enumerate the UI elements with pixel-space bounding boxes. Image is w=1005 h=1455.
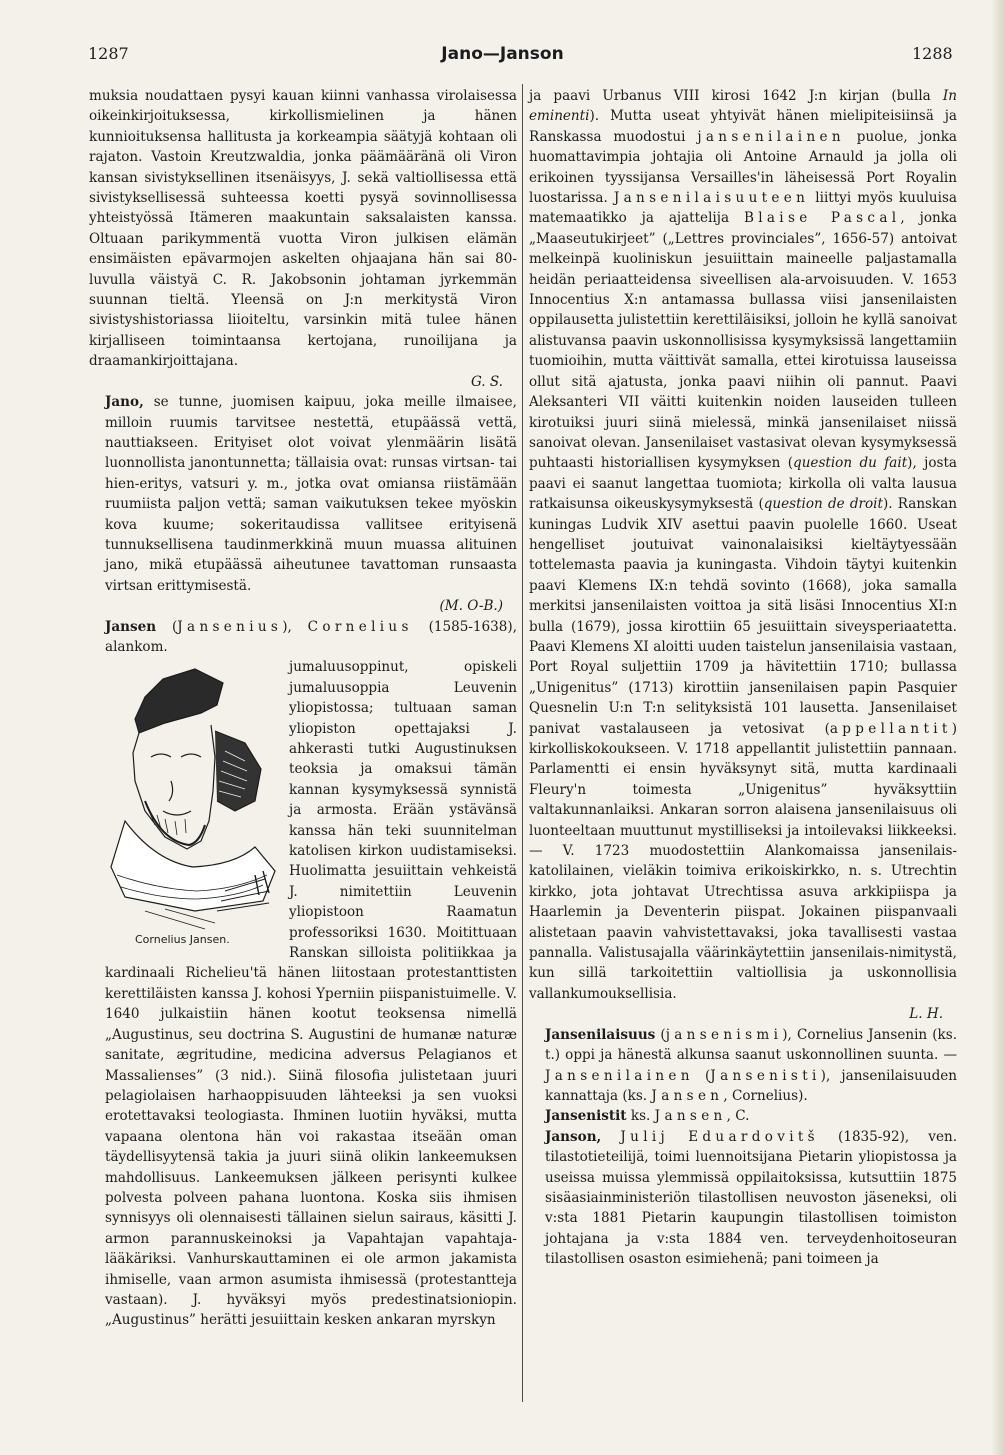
portrait-caption: Cornelius Jansen. bbox=[135, 933, 230, 947]
jano-headword: Jano, bbox=[105, 394, 144, 411]
jansenistit-headword: Jansenistit bbox=[545, 1108, 627, 1125]
janson-entry-continuation: muksia noudattaen pysyi kauan kiinni vanhassa virolaisessa oikeinkirjoituksessa, kirkollismielinen ja hänen kunnioituksensa hallitusta ja korkeampia säätyjä kohtaan oli rajaton. Vastoin Kreutzwaldia, jonka päämääränä oli Viron kansan sivistyksellinen itsenäisyys, J. sekä valtiollisessa että sivistyksellisessä suhteessa koetti pysyä sovinnollisessa yhteistyössä Itämeren maakuntain saksalaisten kanssa. Oltuaan parikymmentä vuotta Viron julkisen elämän ensimäisten epävarmojen askelten ohjaajana hän sai 80-luvulla väistyä C. R. Jakobsonin johtaman jyrkemmän suunnan tieltä. Yleensä on J:n merkitystä Viron sivistyshistoriassa liioiteltu, varsinkin mitä tulee hänen kirjalliseen toimintaansa kertojana, runoilijana ja draamankirjoittajana. bbox=[89, 88, 517, 370]
jano-entry bbox=[89, 392, 517, 596]
jansenistit-entry: Jansenistit ks. Jansen, C. bbox=[545, 1108, 750, 1125]
running-header bbox=[0, 44, 1005, 68]
jansen-portrait-figure bbox=[105, 661, 281, 951]
janson-entry: Janson, Julij Eduardovitš (1835-92), ven. tilastotieteilijä, toimi luennoitsijana Pietarin yliopistossa ja useissa muissa ylemmissä oppilaitoksissa, kutsuttiin 1875 sisäasiainministeriön tilastollisen neuvoston jäseneksi, oli v:sta 1881 Pietarin kaupungin tilastollisen toimiston johtajana ja v:sta 1884 ven. terveydenhoitoseuran tilastollisen osaston esimiehenä; pani toimeen ja bbox=[545, 1128, 958, 1268]
jansen-headword: Jansen bbox=[105, 618, 157, 635]
signature-gs: G. S. bbox=[470, 373, 503, 390]
signature-lh: L. H. bbox=[909, 1006, 943, 1023]
jansenilaisuus-entry: Jansenilaisuus (jansenismi), Cornelius Jansenin (ks. t.) oppi ja hänestä alkunsa saanut uskonnollinen suunta. — Jansenilainen (Jansenisti), jansenilaisuuden kannattaja (ks. Jansen, Cornelius). bbox=[545, 1026, 958, 1104]
jansen-engraving bbox=[105, 661, 281, 933]
jansen-entry-continuation: ja paavi Urbanus VIII kirosi 1642 J:n kirjan (bulla In eminenti). Mutta useat yhtyivät hänen mielipiteisiinsä ja Ranskassa muodostui jansenilainen puolue, jonka huomattavimpia johtajia oli Antoine Arnauld ja jolla oli erikoinen tyyssijansa Versailles'in läheisessä Port Royalin luostarissa. Jansenilaisuuteen liittyi myös kuuluisa matemaatikko ja ajattelija Blaise Pascal, jonka „Maaseutukirjeet” („Lettres provinciales”, 1656-57) antoivat melkeinpä kuoliniskun jesuiittain maineelle paljastamalla heidän periaatteidensa siveellisen ala-arvoisuuden. V. 1653 Innocentius X:n antamassa bullassa viisi jansenilaisten oppilausetta julistettiin kerettiläisiksi, jolloin he kyllä sanoivat alistuvansa paavin uskonnollisissa kysymyksissä langettamiin tuomioihin, mutta väittivät samalla, ettei kirotuissa lauseissa ollut sitä ajatusta, jonka paavi niihin oli pannut. Paavi Aleksanteri VII väitti kuitenkin noiden lauseiden tulleen kirotuiksi juuri siinä mielessä, minkä jansenilaiset niissä sanoivat olevan. Jansenilaiset vastasivat olevan kysymyksessä puhtaasti historiallisen kysymyksen (question du fait), josta paavi ei saanut langettaa tuomiota; kirkolla oli valta lausua ratkaisunsa oikeuskysymyksestä (question de droit). Ranskan kuningas Ludvik XIV asettui paavin puolelle 1660. Useat hengelliset joutuivat vainonalaisiksi kieltäytyessään tottelemasta paavia ja kuningasta. Vihdoin täytyi kuitenkin paavi Klemens IX:n tehdä sovinto (1668), joka samalla merkitsi jansenilaisten voittoa ja sitä lisäsi Innocentius XI:n bulla (1679), jossa kirottiin 65 jesuiittain siveysperiaatetta. Paavi Klemens XI aloitti uuden taistelun jansenilaisia vastaan, Port Royal suljettiin 1709 ja hävitettiin 1710; bullassa „Unigenitus” (1713) kirottiin jansenilaisen papin Pasquier Quesnelin U:n T:n selityksistä 101 lausetta. Jansenilaiset panivat vastalauseen ja vetosivat (appellantit) kirkolliskokoukseen. V. 1718 appellantit julistettiin pannaan. Parlamentti ei ensin hyväksynyt sitä, mutta kardinaali Fleury'n toimesta „Unigenitus” hyväksyttiin valtakunnanlaiksi. Ankaran sorron alaisena jansenilaisuus oli luonteeltaan muuttunut mystilliseksi ja intoilevaksi liikkeeksi. — V. 1723 muodostettiin Alankomaissa jansenilais-katolilainen, vieläkin toimiva erikoiskirkko, n. s. Utrechtin kirkko, jota johtavat Utrechtissa asuva arkkipiispa ja Haarlemin ja Deventerin piispat. Jokainen piispanvaali alistetaan paavin vahvistettavaksi, joka tavallisesti vastaa pannalla. Valistusajalla väärinkäytettiin jansenilais-nimitystä, kun sillä tarkoitettiin valtiollisia ja uskonnollisia vallankumouksellisia. bbox=[529, 88, 958, 1002]
running-title: Jano—Janson bbox=[441, 44, 564, 64]
jansen-text: (1585-1638), alankom. jumaluusoppinut, opiskeli jumaluusoppia Leuvenin yliopistossa; tultuaan saman yliopiston opettajaksi J. ahkerasti tutki Augustinuksen teoksia ja omaksui tämän kannan kysymyksessä synnistä ja armosta. Erään ystävänsä kanssa hän teki suunnitelman katolisen kirkon uudistamiseksi. Huolimatta jesuiittain vehkeistä J. nimitettiin Leuvenin yliopistoon Raamatun professoriksi 1630. Moitittuaan Ranskan silloista politiikkaa ja kardinaali Richelieu'tä hänen liitostaan protestanttisten kerettiläisten kanssa J. kohosi Yperniin piispanistuimelle. V. 1640 julkaistiin hänen kootut teoksensa nimellä „Augustinus, seu doctrina S. Augustini de humanæ naturæ sanitate, ægritudine, medicina adversus Pelagianos et Massalienses” (3 nid.). Siinä filosofia julistetaan juuri pelagiolaisen harhaoppisuuden lähteeksi ja sen vuoksi erotettavaksi teologiasta. Ihminen luotiin hyväksi, mutta vapaana olentona hän voi rakastaa itseään oman täydellisyytensä takia ja juuri siinä olikin lankeemuksen mahdollisuus. Lankeemuksen jälkeen perisynti kulkee polvesta polveen pahana luontona. Koska siis ihmisen synnisyys oli olennaisesti tällainen sielun sairaus, käsitti J. armon parannuskeinoksi ja Vapahtajan vapahtaja-lääkäriksi. Vanhurskauttaminen ei ole armon jakamista ihmiselle, vaan armon asumista ihmisessä (protestantteja vastaan). J. hyväksyi myös predestinatsioniopin. „Augustinus” herätti jesuiittain kesken ankaran myrskyn bbox=[105, 618, 517, 1329]
jansen-entry: Jansen (Jansenius), Cornelius (1585-1638), alankom. jumaluusoppinut, opiskeli jumaluusoppia Leuvenin yliopistossa; tultuaan saman yliopiston opettajaksi J. ahkerasti tutki Augustinuksen teoksia ja omaksui tämän kannan kysymyksessä synnistä ja armosta. Erään ystävänsä kanssa hän teki suunnitelman katolisen kirkon uudistamiseksi. Huolimatta jesuiittain vehkeistä J. nimitettiin Leuvenin yliopistoon Raamatun professoriksi 1630. Moitittuaan Ranskan silloista politiikkaa ja kardinaali Richelieu'tä hänen liitostaan protestanttisten kerettiläisten kanssa J. kohosi Yperniin piispanistuimelle. V. 1640 julkaistiin hänen kootut teoksensa nimellä „Augustinus, seu doctrina S. Augustini de humanæ naturæ sanitate, ægritudine, medicina adversus Pelagianos et Massalienses” (3 nid.). Siinä filosofia julistetaan juuri pelagiolaisen harhaoppisuuden lähteeksi ja sen vuoksi erotettavaksi teologiasta. Ihminen luotiin hyväksi, mutta vapaana olentona hän voi rakastaa itseään oman täydellisyytensä takia ja juuri siinä olikin lankeemuksen mahdollisuus. Lankeemuksen jälkeen perisynti kulkee polvesta polveen pahana luontona. Koska siis ihmisen synnisyys oli olennaisesti tällainen sielun sairaus, käsitti J. armon parannuskeinoksi ja Vapahtajan vapahtaja-lääkäriksi. Vanhurskauttaminen ei ole armon jakamista ihmiselle, vaan armon asumista ihmisessä (protestantteja vastaan). J. hyväksyi myös predestinatsioniopin. „Augustinus” herätti jesuiittain kesken ankaran myrskyn bbox=[105, 618, 517, 1329]
jansen-latin-name: Jansenius bbox=[177, 618, 283, 635]
right-column bbox=[529, 86, 957, 1270]
janson-headword: Janson, bbox=[545, 1128, 602, 1145]
jano-text: se tunne, juomisen kaipuu, joka meille ilmaisee, milloin ruumis tarvitsee nestettä, etupäässä vettä, nauttiakseen. Erityiset olot voivat ylenmäärin lisätä luonnollista janontunnetta; tällaisia ovat: runsas virtsan- tai hien-eritys, vatsuri y. m., jotka ovat omiansa riistämään ruumiista paljon vettä; saman vaikutuksen tekee myöskin kova kuume; sokeritaudissa vallitsee erityisenä tunnuksellisena taudinmerkkinä muun muassa alituinen jano, mikä etupäässä aiheutunee tavattoman runsaasta virtsan erittymisestä. bbox=[105, 394, 517, 594]
page-number-left: 1287 bbox=[88, 44, 129, 63]
signature-mob: (M. O-B.) bbox=[439, 598, 503, 615]
jansenilaisuus-headword: Jansenilaisuus bbox=[545, 1026, 656, 1043]
column-divider bbox=[522, 84, 523, 1402]
page-number-right: 1288 bbox=[912, 44, 953, 63]
page-edge bbox=[991, 0, 1005, 1455]
jansen-first-name: Cornelius bbox=[307, 618, 413, 635]
